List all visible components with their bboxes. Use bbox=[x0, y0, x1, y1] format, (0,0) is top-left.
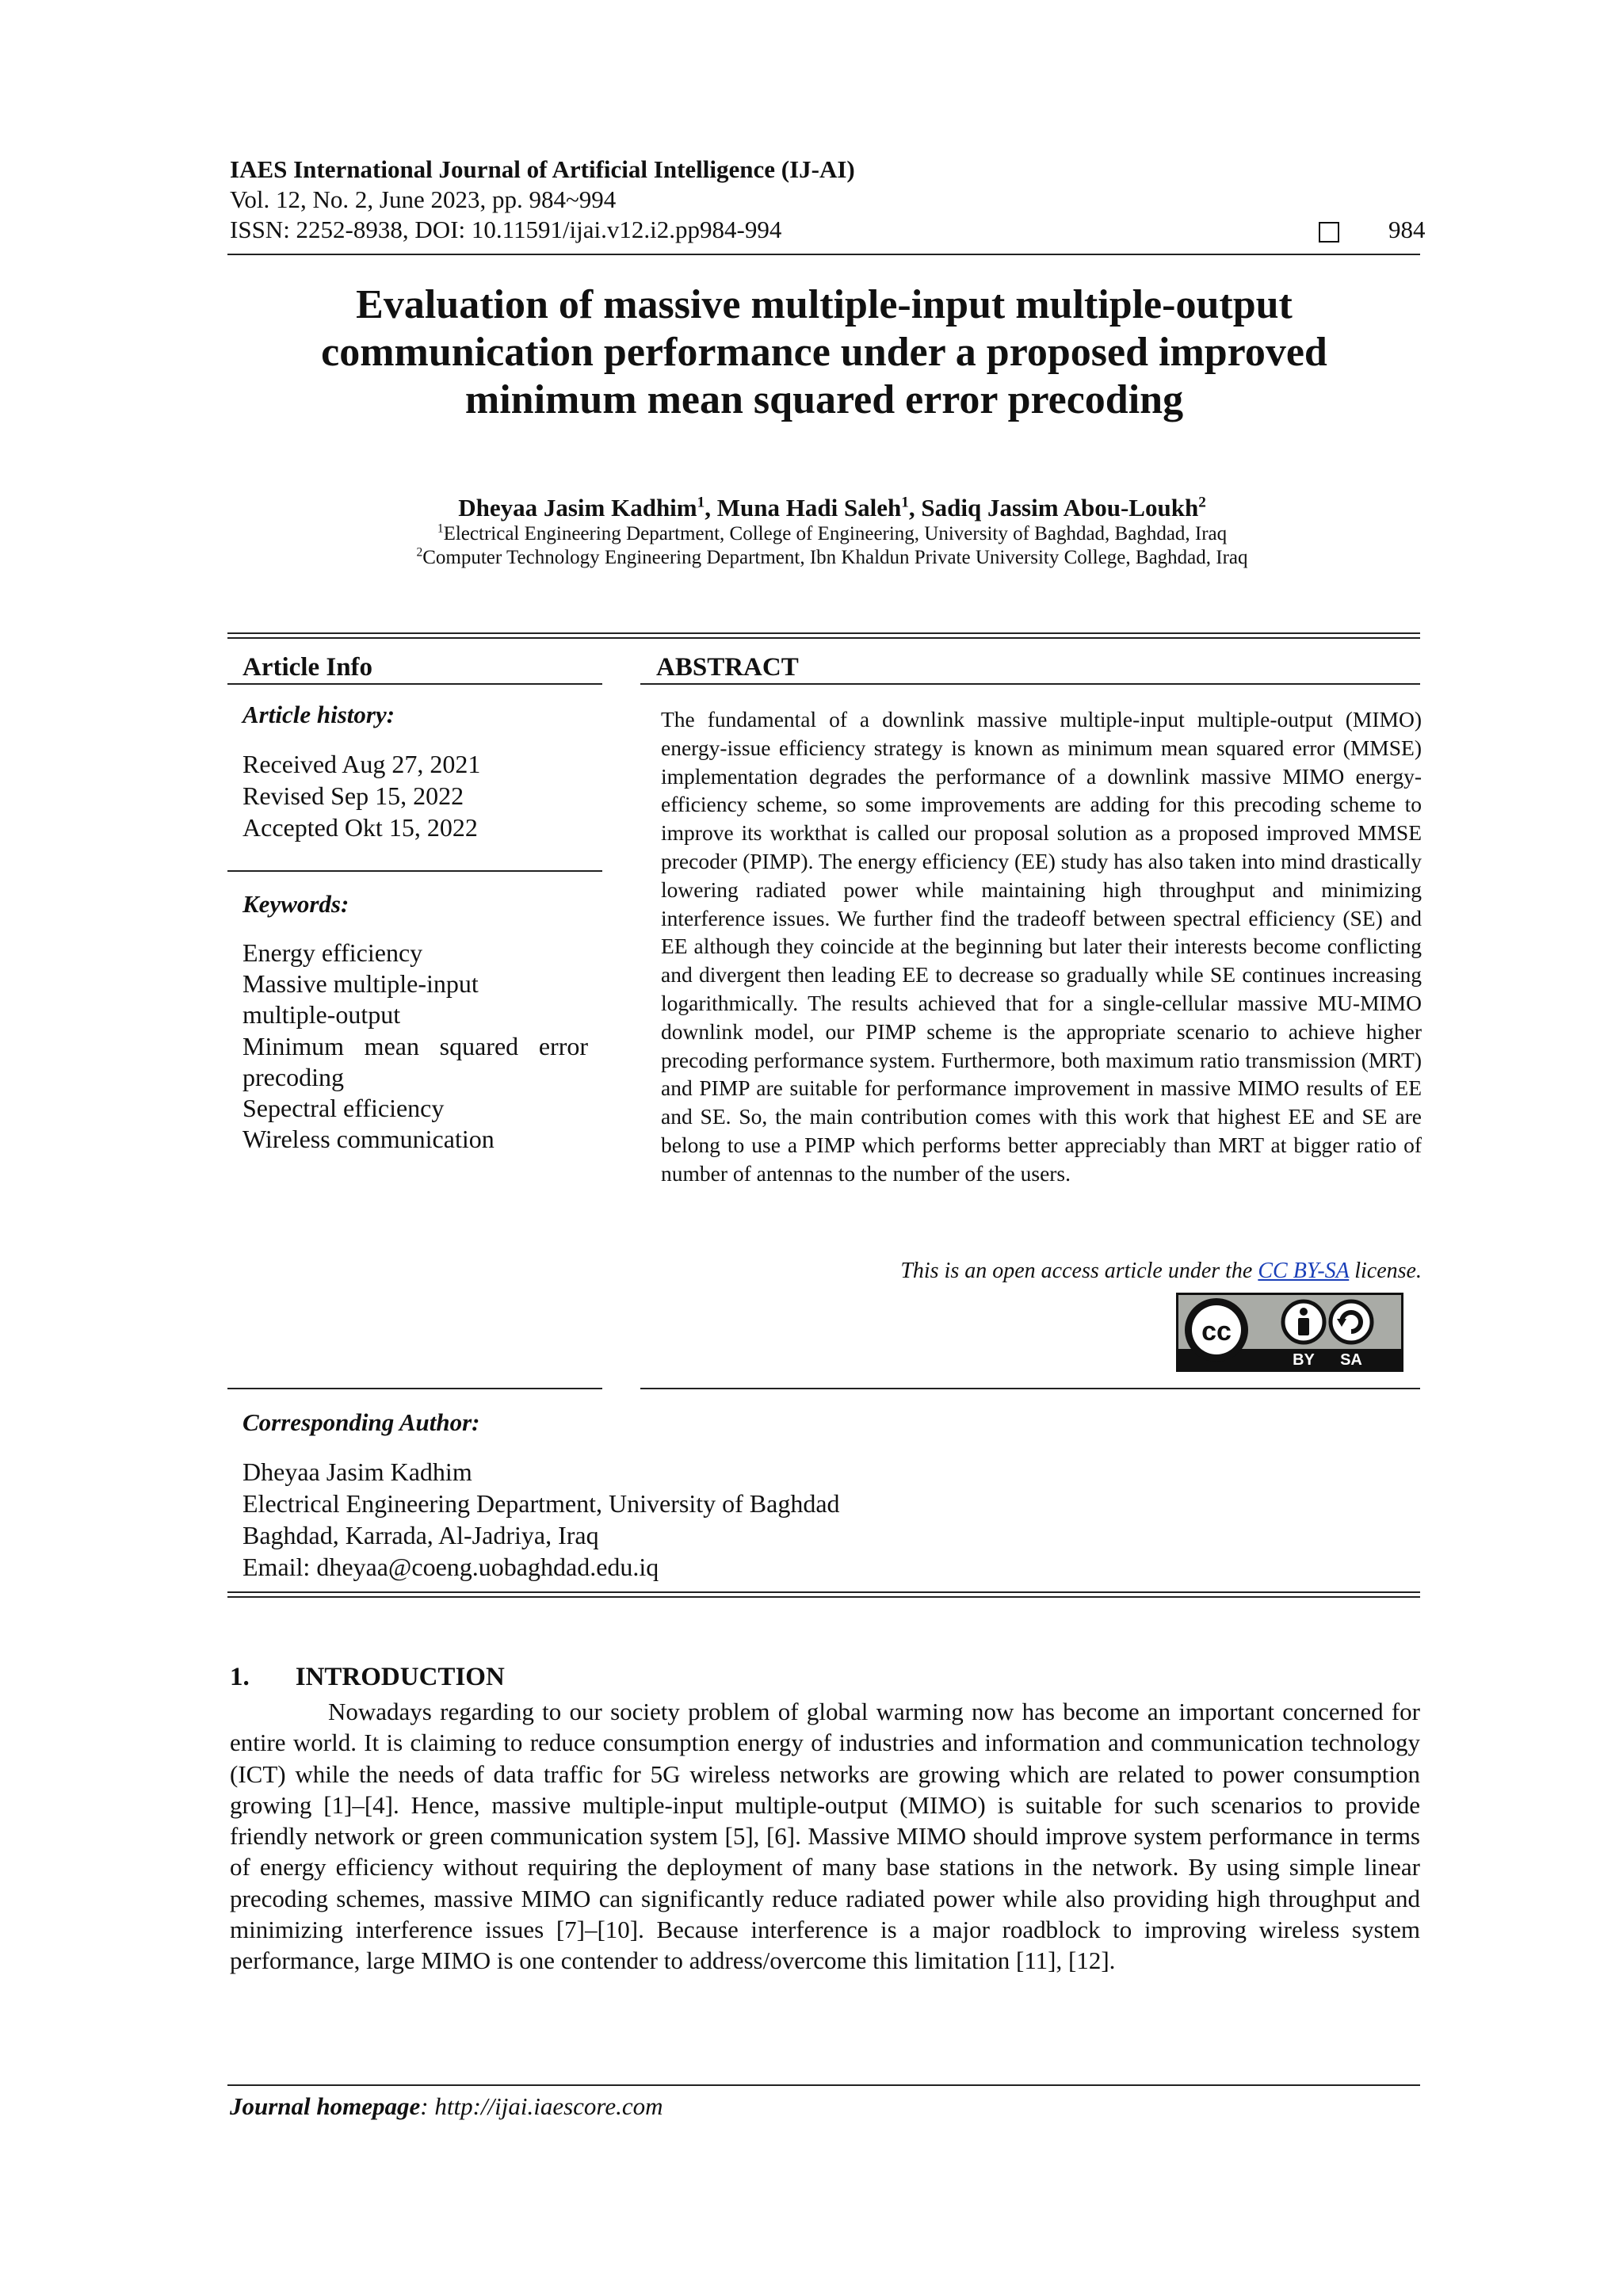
affiliation-2-text: Computer Technology Engineering Department, Ibn Khaldun Private University College, Baghdad, Iraq bbox=[422, 547, 1248, 568]
badge-by-label: BY bbox=[1293, 1351, 1315, 1369]
affiliation-1 bbox=[158, 522, 1506, 546]
journal-homepage bbox=[230, 2092, 663, 2121]
accepted-date: Accepted Okt 15, 2022 bbox=[242, 813, 478, 842]
article-info-heading: Article Info bbox=[242, 653, 373, 682]
author-3-sup: 2 bbox=[1198, 494, 1206, 511]
bottom-double-rule-b bbox=[227, 1596, 1420, 1598]
keywords-list bbox=[242, 938, 588, 1155]
author-3: , Sadiq Jassim Abou-Loukh bbox=[908, 494, 1199, 521]
history-heading: Article history: bbox=[242, 701, 395, 728]
corresponding-name: Dheyaa Jasim Kadhim bbox=[242, 1457, 472, 1486]
author-2-sup: 1 bbox=[901, 494, 909, 511]
affiliation-1-text: Electrical Engineering Department, College of Engineering, University of Baghdad, Baghdad, Iraq bbox=[443, 523, 1228, 544]
bottom-double-rule-a bbox=[227, 1591, 1420, 1593]
corresponding-dept: Electrical Engineering Department, University of Baghdad bbox=[242, 1489, 840, 1518]
volume-info: Vol. 12, No. 2, June 2023, pp. 984~994 bbox=[230, 185, 617, 213]
homepage-colon: : bbox=[420, 2092, 435, 2120]
abstract-text: The fundamental of a downlink massive multiple-input multiple-output (MIMO) energy-issue efficiency strategy is known as minimum mean squared error (MMSE) implementation degrades the performance of a downlink massive MIMO energy-efficiency scheme, so some improvements are adding for this precoding scheme to improve its workthat is called our proposal solution as a proposed improved MMSE precoder (PIMP). The energy efficiency (EE) study has also taken into mind drastically lowering radiated power while maintaining high throughput and minimizing interference issues. We further find the tradeoff between spectral efficiency (SE) and EE although they coincide at the beginning but later their interests become conflicting and divergent then leading EE to decrease so gradually while SE continues increasing logarithmically. The results achieved that for a single-cellular massive MU-MIMO downlink model, our PIMP scheme is the appropriate scenario to achieve higher precoding performance system. Furthermore, both maximum ratio transmission (MRT) and PIMP are suitable for performance improvement in massive MIMO results of EE and SE. So, the main contribution comes with this work that highest EE and SE are belong to use a PIMP which performs better appreciably than MRT at bigger ratio of number of antennas to the number of the users. bbox=[661, 707, 1422, 1186]
cc-by-sa-badge-icon bbox=[1176, 1293, 1403, 1372]
checkbox-square-icon bbox=[1319, 222, 1339, 243]
history-dates bbox=[242, 748, 480, 843]
badge-sa-label: SA bbox=[1340, 1351, 1362, 1369]
received-date: Received Aug 27, 2021 bbox=[242, 750, 481, 778]
paper-title bbox=[230, 281, 1419, 424]
title-line-1: Evaluation of massive multiple-input multiple-output bbox=[356, 282, 1293, 327]
top-double-rule-b bbox=[227, 637, 1420, 639]
affiliation-2-sup: 2 bbox=[416, 545, 423, 560]
journal-name: IAES International Journal of Artificial Intelligence (IJ-AI) bbox=[230, 155, 855, 183]
license-suffix: license. bbox=[1349, 1259, 1422, 1283]
keyword-item: Sepectral efficiency bbox=[242, 1094, 445, 1123]
keyword-item: Massive multiple-input bbox=[242, 969, 479, 999]
corresponding-address: Baghdad, Karrada, Al-Jadriya, Iraq bbox=[242, 1521, 599, 1549]
title-line-2: communication performance under a proposed improved bbox=[321, 330, 1327, 375]
section-heading-introduction bbox=[230, 1663, 505, 1692]
top-double-rule-a bbox=[227, 632, 1420, 634]
license-link[interactable]: CC BY-SA bbox=[1258, 1259, 1350, 1283]
author-1-sup: 1 bbox=[697, 494, 705, 511]
abstract-heading: ABSTRACT bbox=[656, 653, 799, 682]
abstract-rule bbox=[640, 683, 1420, 685]
homepage-label: Journal homepage bbox=[230, 2092, 421, 2120]
cc-badge-text: cc bbox=[1201, 1316, 1232, 1347]
header-rule bbox=[227, 254, 1420, 255]
homepage-url[interactable]: http://ijai.iaescore.com bbox=[434, 2092, 663, 2120]
footer-rule bbox=[227, 2084, 1420, 2086]
keyword-item: Energy efficiency bbox=[242, 938, 423, 967]
page-number: 984 bbox=[1388, 216, 1426, 243]
corresponding-details bbox=[242, 1456, 840, 1583]
corresponding-email: Email: dheyaa@coeng.uobaghdad.edu.iq bbox=[242, 1553, 659, 1581]
affiliation-1-sup: 1 bbox=[437, 521, 444, 536]
keywords-heading: Keywords: bbox=[242, 890, 349, 918]
keyword-item: Minimum mean squared error bbox=[242, 1031, 588, 1060]
cc-badge-graphic bbox=[1178, 1295, 1401, 1370]
keyword-item: Wireless communication bbox=[242, 1125, 495, 1154]
affiliation-2 bbox=[158, 546, 1506, 570]
author-list bbox=[158, 494, 1506, 522]
article-info-rule bbox=[227, 683, 602, 685]
article-info-bottom-rule bbox=[227, 1388, 602, 1389]
author-1: Dheyaa Jasim Kadhim bbox=[458, 494, 697, 521]
corresponding-heading: Corresponding Author: bbox=[242, 1408, 480, 1436]
author-2: , Muna Hadi Saleh bbox=[705, 494, 902, 521]
history-rule bbox=[227, 870, 602, 872]
issn-doi: ISSN: 2252-8938, DOI: 10.11591/ijai.v12.i2.pp984-994 bbox=[230, 216, 782, 243]
introduction-text: Nowadays regarding to our society problem of global warming now has become an important concerned for entire world. It is claiming to reduce consumption energy of industries and information and communication technology (ICT) while the needs of data traffic for 5G wireless networks are growing which are related to power consumption growing [1]–[4]. Hence, massive multiple-input multiple-output (MIMO) is suitable for such scenarios to provide friendly network or green communication system [5], [6]. Massive MIMO should improve system performance in terms of energy efficiency without requiring the deployment of many base stations in the network. By using simple linear precoding schemes, massive MIMO can significantly reduce radiated power while also providing high throughput and minimizing interference issues [7]–[10]. Because interference is a major roadblock to improving wireless system performance, large MIMO is one contender to address/overcome this limitation [11], [12]. bbox=[230, 1698, 1420, 1975]
section-title: INTRODUCTION bbox=[295, 1663, 505, 1691]
revised-date: Revised Sep 15, 2022 bbox=[242, 781, 464, 810]
license-prefix: This is an open access article under the bbox=[900, 1259, 1258, 1283]
license-line bbox=[661, 1259, 1422, 1284]
keyword-item: multiple-output bbox=[242, 1000, 401, 1030]
section-number: 1. bbox=[230, 1663, 250, 1691]
abstract-bottom-rule bbox=[640, 1388, 1420, 1389]
keyword-item: precoding bbox=[242, 1062, 344, 1091]
title-line-3: minimum mean squared error precoding bbox=[464, 377, 1184, 422]
